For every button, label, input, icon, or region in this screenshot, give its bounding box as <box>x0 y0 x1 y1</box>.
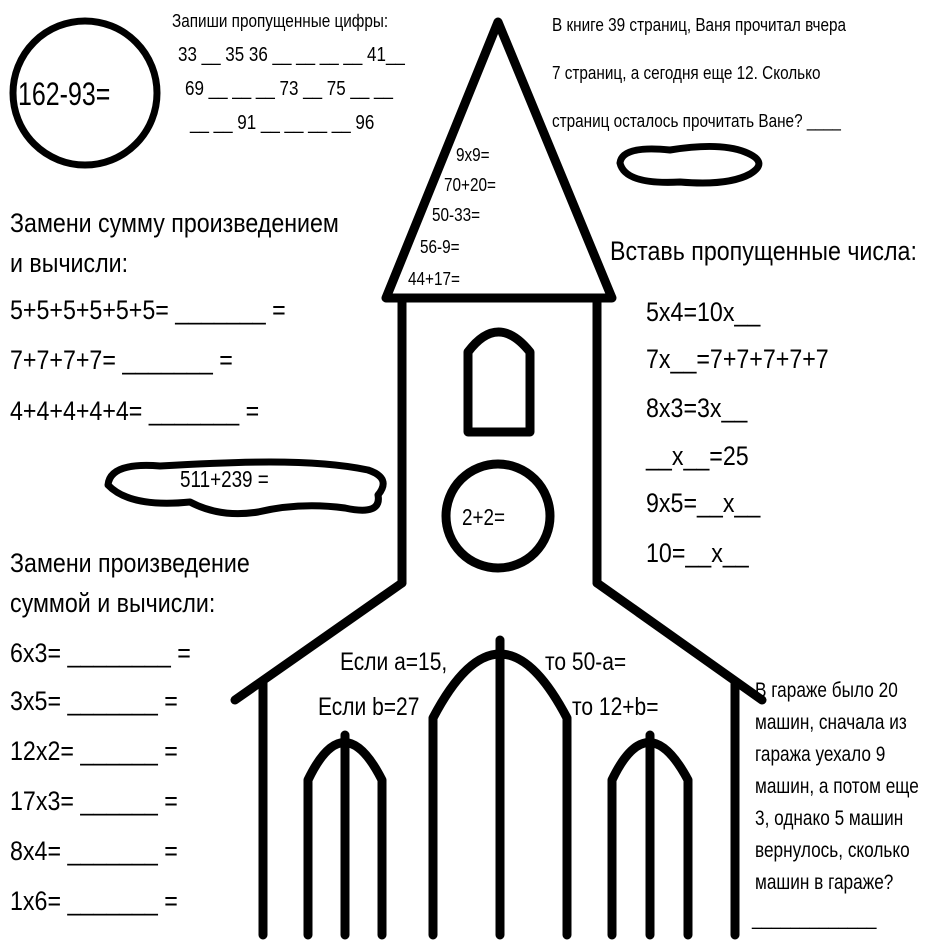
left-window <box>308 735 382 935</box>
roof-task-4: 56-9= <box>420 237 460 257</box>
window-task: 2+2= <box>462 504 506 530</box>
insert-missing-title: Вставь пропущенные числа: <box>610 236 917 266</box>
garage-line-6: вернулось, сколько <box>755 839 910 862</box>
product-to-sum-item-5: 8x4= _______ = <box>10 836 178 866</box>
insert-missing-item-2: 7x__=7+7+7+7+7 <box>646 344 829 374</box>
main-door <box>433 640 567 935</box>
circle-task: 162-93= <box>18 76 111 112</box>
insert-missing-item-4: __x__=25 <box>646 441 749 471</box>
roof-task-2: 70+20= <box>444 175 496 195</box>
garage-line-1: В гараже было 20 <box>755 679 898 702</box>
garage-line-5: 3, однако 5 машин <box>755 807 904 830</box>
missing-digits-title: Запиши пропущенные цифры: <box>172 11 389 31</box>
tower <box>402 298 597 583</box>
product-to-sum-item-1: 6x3= ________ = <box>10 638 191 668</box>
garage-line-3: гаража уехало 9 <box>755 743 886 766</box>
insert-missing-item-6: 10=__x__ <box>646 538 749 568</box>
sum-to-product-title-1: Замени сумму произведением <box>10 208 339 238</box>
garage-line-2: машин, сначала из <box>755 711 907 734</box>
tower-window <box>468 332 530 432</box>
sum-to-product-title-2: и вычисли: <box>10 248 129 278</box>
sum-to-product-item-3: 4+4+4+4+4= _______ = <box>10 396 260 426</box>
product-to-sum-item-3: 12x2= ______ = <box>10 736 178 766</box>
roof-task-5: 44+17= <box>408 269 460 289</box>
roof-task-3: 50-33= <box>432 205 481 225</box>
missing-digits-row1: 33 __ 35 36 __ __ __ __ 41__ <box>178 44 405 66</box>
sum-to-product-item-1: 5+5+5+5+5+5= _______ = <box>10 295 286 325</box>
book-problem-line3: страниц осталось прочитать Ване? ____ <box>552 111 841 131</box>
garage-line-7: машин в гараже? <box>755 871 894 894</box>
product-to-sum-item-6: 1x6= _______ = <box>10 886 178 916</box>
variable-b-if: Если b=27 <box>318 693 420 721</box>
product-to-sum-title-1: Замени произведение <box>10 548 250 578</box>
roof-task-1: 9x9= <box>456 145 490 165</box>
sum-to-product-item-2: 7+7+7+7= _______ = <box>10 345 233 375</box>
product-to-sum-title-2: суммой и вычисли: <box>10 588 216 618</box>
variable-a-then: то 50-a= <box>545 648 627 676</box>
cloud-task: 511+239 = <box>180 466 269 492</box>
book-problem-line2: 7 страниц, а сегодня еще 12. Сколько <box>552 63 821 83</box>
cloud-right <box>620 146 759 183</box>
insert-missing-item-1: 5x4=10x__ <box>646 297 761 327</box>
variable-a-if: Если a=15, <box>340 648 448 676</box>
missing-digits-row3: __ __ 91 __ __ __ __ 96 <box>190 112 375 134</box>
insert-missing-item-5: 9x5=__x__ <box>646 488 761 518</box>
product-to-sum-item-4: 17x3= ______ = <box>10 786 178 816</box>
insert-missing-item-3: 8x3=3x__ <box>646 393 748 423</box>
book-problem-line1: В книге 39 страниц, Ваня прочитал вчера <box>552 15 847 35</box>
variable-b-then: то 12+b= <box>572 693 659 721</box>
right-window <box>612 735 688 935</box>
garage-line-4: машин, а потом еще <box>755 775 919 798</box>
missing-digits-row2: 69 __ __ __ 73 __ 75 __ __ <box>185 78 393 100</box>
garage-answer-line[interactable]: _____________ <box>752 907 877 930</box>
product-to-sum-item-2: 3x5= _______ = <box>10 686 178 716</box>
